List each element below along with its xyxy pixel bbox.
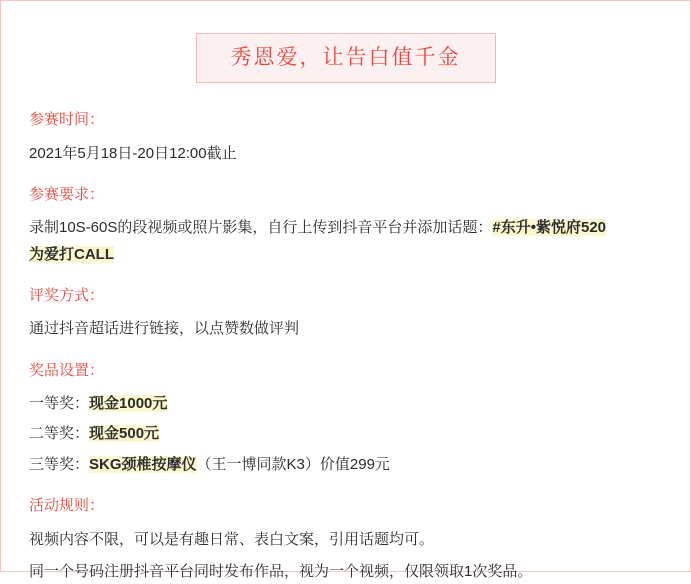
section-judging-heading: 评奖方式： xyxy=(29,286,105,304)
prize-label: 一等奖： xyxy=(29,395,90,413)
rule-line: 视频内容不限，可以是有趣日常、表白文案，引用话题均可。 xyxy=(29,530,435,548)
section-requirement xyxy=(27,184,664,267)
section-prizes-heading: 奖品设置： xyxy=(29,361,105,379)
section-judging xyxy=(27,285,664,342)
section-prizes xyxy=(27,360,664,477)
prize-suffix: （王一博同款K3）价值299元 xyxy=(196,455,390,473)
section-requirement-text xyxy=(29,216,664,240)
section-requirement-heading: 参赛要求： xyxy=(29,185,105,203)
prize-item xyxy=(29,453,664,477)
requirement-topic-line2: 为爱打CALL xyxy=(29,245,114,263)
prize-item xyxy=(29,392,664,416)
section-rules-heading: 活动规则： xyxy=(29,497,105,515)
section-time-text: 2021年5月18日-20日12:00截止 xyxy=(29,144,237,162)
prize-label: 三等奖： xyxy=(29,455,90,473)
prize-value: SKG颈椎按摩仪 xyxy=(89,455,197,473)
section-requirement-topic-continued xyxy=(29,243,664,267)
prize-value: 现金1000元 xyxy=(89,395,168,413)
section-judging-text: 通过抖音超话进行链接，以点赞数做评判 xyxy=(29,320,300,338)
page-title: 秀恩爱，让告白值千金 xyxy=(196,33,496,83)
prize-item xyxy=(29,422,664,446)
section-time-heading: 参赛时间： xyxy=(29,111,105,128)
rule-line: 同一个号码注册抖音平台同时发布作品，视为一个视频，仅限领取1次奖品。 xyxy=(29,562,533,580)
requirement-topic-line1: #东升•紫悦府520 xyxy=(492,219,607,237)
prize-value: 现金500元 xyxy=(89,425,160,443)
requirement-text-part1: 录制10S-60S的段视频或照片影集，自行上传到抖音平台并添加话题： xyxy=(29,219,493,237)
section-time xyxy=(27,109,664,166)
prize-label: 二等奖： xyxy=(29,425,90,443)
section-rules xyxy=(27,495,664,584)
title-container xyxy=(27,33,664,83)
